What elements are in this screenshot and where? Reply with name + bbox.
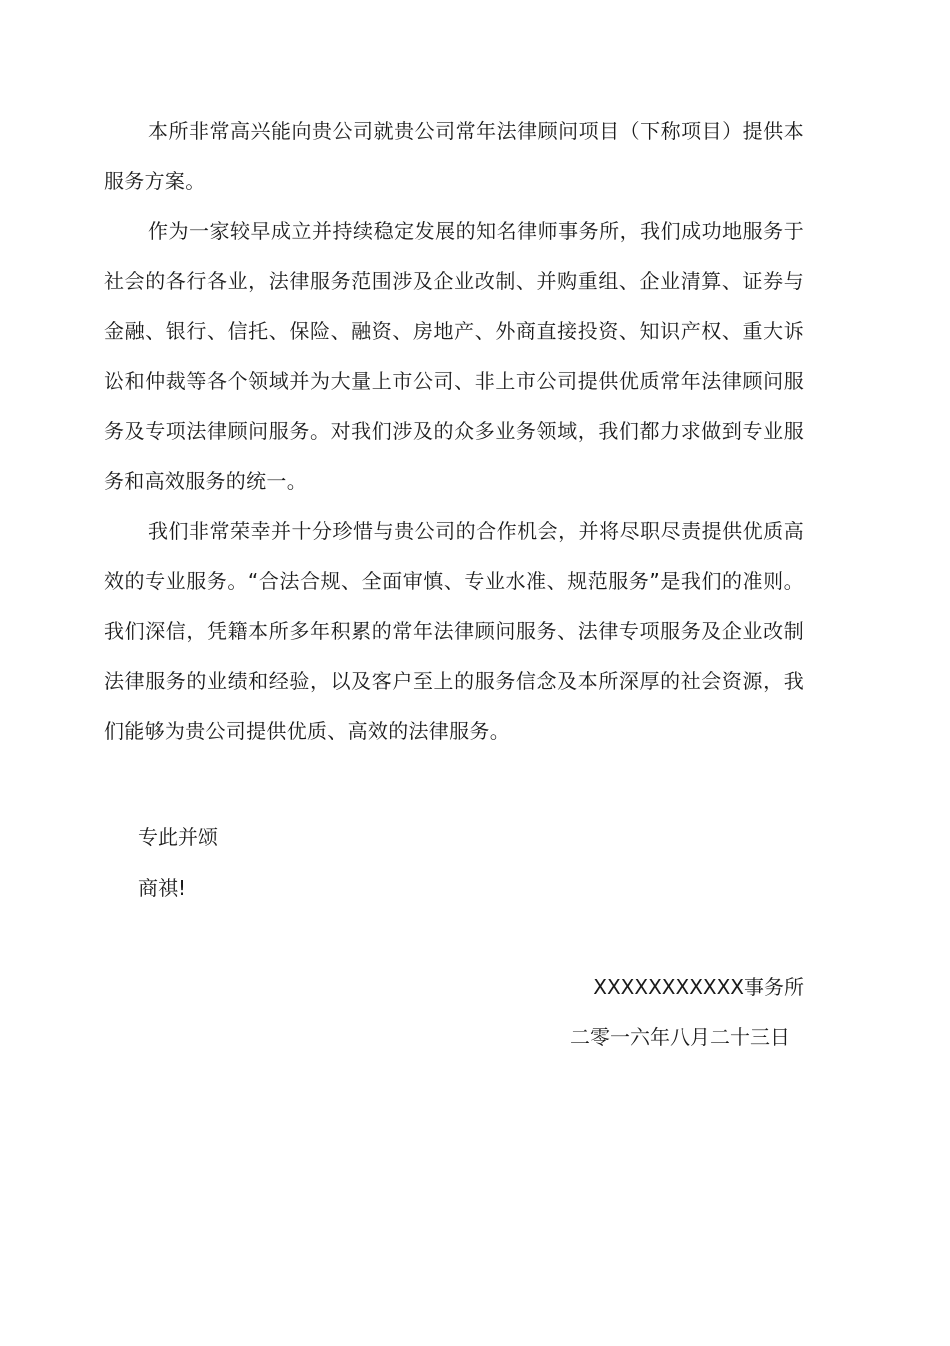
closing-salutation: 专此并颂 (138, 825, 218, 849)
signature-firm-name: XXXXXXXXXXX事务所 (593, 975, 804, 999)
paragraph-intro: 本所非常高兴能向贵公司就贵公司常年法律顾问项目（下称项目）提供本服务方案。 (104, 119, 804, 193)
closing-wishes: 商祺! (138, 876, 187, 900)
letter-body (104, 106, 804, 756)
paragraph-firm-profile: 作为一家较早成立并持续稳定发展的知名律师事务所，我们成功地服务于社会的各行各业，法律服务范围涉及企业改制、并购重组、企业清算、证券与金融、银行、信托、保险、融资、房地产、外商直接投资、知识产权、重大诉讼和仲裁等各个领域并为大量上市公司、非上市公司提供优质常年法律顾问服务及专项法律顾问服务。对我们涉及的众多业务领域，我们都力求做到专业服务和高效服务的统一。 (104, 219, 804, 493)
paragraph-commitment: 我们非常荣幸并十分珍惜与贵公司的合作机会，并将尽职尽责提供优质高效的专业服务。“合法合规、全面审慎、专业水准、规范服务”是我们的准则。我们深信，凭籍本所多年积累的常年法律顾问服务、法律专项服务及企业改制法律服务的业绩和经验，以及客户至上的服务信念及本所深厚的社会资源，我们能够为贵公司提供优质、高效的法律服务。 (104, 519, 804, 743)
signature-date: 二零一六年八月二十三日 (570, 1025, 790, 1049)
